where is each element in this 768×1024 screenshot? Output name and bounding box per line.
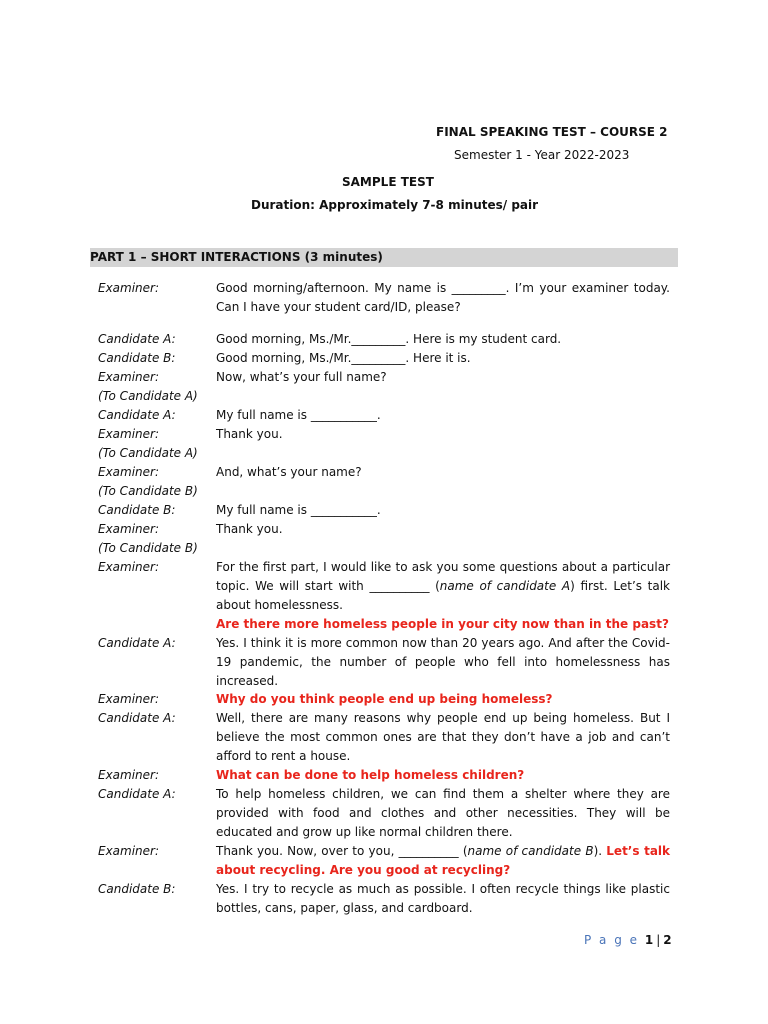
speaker-label [98,520,210,558]
speech-text [216,766,670,785]
speech-text: And, what’s your name? [216,465,362,479]
speaker-label: Candidate A: [98,332,176,346]
speech-text: Good morning, Ms./Mr._________. Here it is. [216,351,471,365]
candidate-name-placeholder: name of candidate A [439,579,571,593]
speech-text [216,842,670,880]
page-number-footer [584,933,672,947]
speaker-label: Candidate B: [98,882,176,896]
speaker-label: Candidate A: [98,711,176,725]
speaker-name: Examiner: [98,522,160,536]
speaker-label: Examiner: [98,281,160,295]
speech-text: Yes. I think it is more common now than 20 years ago. And after the Covid-19 pandemic, the number of people who fell into homelessness has increased. [216,636,670,688]
part1-heading-bar [90,248,678,267]
page-word: P a g e [584,933,640,947]
speech-text [216,690,670,709]
test-title: FINAL SPEAKING TEST – COURSE 2 [436,125,668,139]
speaker-label: Candidate B: [98,351,176,365]
part1-heading: PART 1 – SHORT INTERACTIONS (3 minutes) [90,250,383,264]
speech-text: Now, what’s your full name? [216,370,387,384]
speech-text: Yes. I try to recycle as much as possible. I often recycle things like plastic bottles, cans, paper, glass, and cardboard. [216,882,670,915]
speech-text: My full name is ___________. [216,503,381,517]
candidate-name-placeholder: name of candidate B [467,844,594,858]
speaker-label: Candidate A: [98,408,176,422]
speech-text: Well, there are many reasons why people end up being homeless. But I believe the most common ones are that they don’t have a job and can’t afford to rent a house. [216,711,670,763]
page-separator: | [656,933,661,947]
speech-text: To help homeless children, we can find them a shelter where they are provided with food and clothes and other necessities. They will be educated and grow up like normal children there. [216,787,670,839]
examiner-question: Are there more homeless people in your city now than in the past? [216,617,669,631]
speech-text: Good morning, Ms./Mr._________. Here is my student card. [216,332,562,346]
speaker-label: Examiner: [98,560,160,574]
speaker-label: Examiner: [98,692,160,706]
speaker-name: Examiner: [98,427,160,441]
speaker-label: Candidate B: [98,503,176,517]
speech-text-part: ). [593,844,607,858]
speaker-label: Examiner: [98,768,160,782]
speaker-target: (To Candidate B) [98,541,198,555]
duration-line: Duration: Approximately 7-8 minutes/ pair [251,198,539,212]
speaker-label [98,425,210,463]
speaker-label: Examiner: [98,844,160,858]
speaker-label: Candidate A: [98,787,176,801]
sample-test-label: SAMPLE TEST [342,175,434,189]
current-page-number: 1 [644,933,654,947]
examiner-question: What can be done to help homeless children? [216,768,525,782]
speech-text: Good morning/afternoon. My name is _________. I’m your examiner today. Can I have your student card/ID, please? [216,281,670,314]
speech-text: My full name is ___________. [216,408,381,422]
examiner-question: Let’s talk about recycling. Are you good at recycling? [216,844,671,877]
speaker-label [98,368,210,406]
speaker-name: Examiner: [98,370,160,384]
speech-text-part: For the first part, I would like to ask you some questions about a particular topic. We will start with __________ ( [216,560,670,593]
speaker-target: (To Candidate A) [98,446,198,460]
total-page-count: 2 [663,933,672,947]
speaker-label [98,463,210,501]
speech-text-part: Thank you. Now, over to you, __________ ( [216,844,468,858]
speech-text: Thank you. [216,522,283,536]
speaker-target: (To Candidate B) [98,484,198,498]
speech-text: Thank you. [216,427,283,441]
examiner-question: Why do you think people end up being homeless? [216,692,553,706]
semester-line: Semester 1 - Year 2022-2023 [454,148,630,162]
speaker-name: Examiner: [98,465,160,479]
speech-text-part: ) first. Let’s talk about homelessness. [216,579,671,612]
speaker-label: Candidate A: [98,636,176,650]
speech-text [216,558,670,634]
speaker-target: (To Candidate A) [98,389,198,403]
